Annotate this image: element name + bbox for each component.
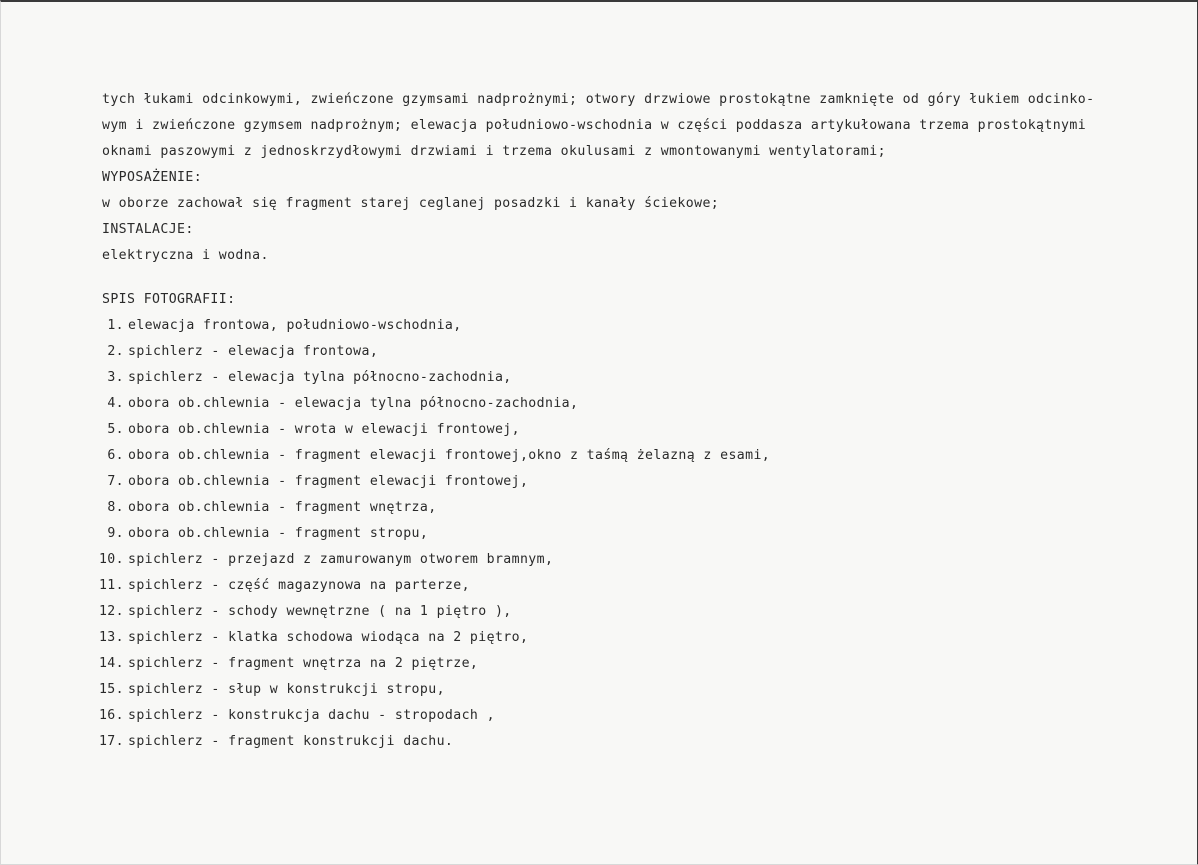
list-item bbox=[86, 318, 462, 334]
body-line-3: oknami paszowymi z jednoskrzydłowymi drzwiami i trzema okulusami z wmontowanymi wentylatorami; bbox=[102, 144, 886, 159]
list-item-number: 3. bbox=[107, 370, 124, 385]
list-item bbox=[86, 370, 512, 386]
body-line-1: tych łukami odcinkowymi, zwieńczone gzymsami nadprożnymi; otwory drzwiowe prostokątne zamknięte od góry łukiem odcinko- bbox=[102, 92, 1095, 107]
list-item-text: obora ob.chlewnia - fragment stropu, bbox=[128, 526, 429, 541]
body-line-2: wym i zwieńczone gzymsem nadprożnym; elewacja południowo-wschodnia w części poddasza artykułowana trzema prostokątnymi bbox=[102, 118, 1087, 133]
list-item bbox=[86, 500, 437, 516]
list-item bbox=[86, 682, 445, 698]
list-item-text: spichlerz - klatka schodowa wiodąca na 2 piętro, bbox=[128, 630, 529, 645]
list-item-text: obora ob.chlewnia - fragment elewacji frontowej, bbox=[128, 474, 529, 489]
list-item-text: spichlerz - przejazd z zamurowanym otworem bramnym, bbox=[128, 552, 554, 567]
list-item-number: 8. bbox=[107, 500, 124, 515]
list-item-number: 9. bbox=[107, 526, 124, 541]
list-item bbox=[86, 630, 528, 646]
list-item-number: 11. bbox=[98, 578, 124, 593]
list-item-text: spichlerz - elewacja tylna północno-zachodnia, bbox=[128, 370, 512, 385]
list-item-text: spichlerz - konstrukcja dachu - stropodach , bbox=[128, 708, 495, 723]
section-heading-wyposazenie: WYPOSAŻENIE: bbox=[102, 170, 203, 185]
list-item-number: 4. bbox=[107, 396, 124, 411]
list-item-text: spichlerz - elewacja frontowa, bbox=[128, 344, 379, 359]
list-item-text: obora ob.chlewnia - fragment elewacji frontowej,okno z taśmą żelazną z esami, bbox=[128, 448, 771, 463]
list-item bbox=[86, 552, 553, 568]
list-item-text: spichlerz - fragment wnętrza na 2 piętrze, bbox=[128, 656, 479, 671]
list-item bbox=[86, 604, 512, 620]
list-item-text: elewacja frontowa, południowo-wschodnia, bbox=[128, 318, 462, 333]
body-line-instalacje: elektryczna i wodna. bbox=[102, 248, 269, 263]
list-item-number: 5. bbox=[107, 422, 124, 437]
section-heading-instalacje: INSTALACJE: bbox=[102, 222, 194, 237]
list-item-number: 14. bbox=[98, 656, 124, 671]
list-item-text: spichlerz - część magazynowa na parterze, bbox=[128, 578, 470, 593]
list-item bbox=[86, 708, 495, 724]
list-item bbox=[86, 344, 378, 360]
list-item bbox=[86, 734, 453, 750]
list-item-number: 10. bbox=[98, 552, 124, 567]
list-item bbox=[86, 526, 428, 542]
list-item-number: 1. bbox=[107, 318, 124, 333]
list-item-number: 7. bbox=[107, 474, 124, 489]
list-item bbox=[86, 396, 578, 412]
list-item-text: spichlerz - schody wewnętrzne ( na 1 piętro ), bbox=[128, 604, 512, 619]
list-item-number: 16. bbox=[98, 708, 124, 723]
list-item-text: spichlerz - fragment konstrukcji dachu. bbox=[128, 734, 454, 749]
list-item bbox=[86, 474, 528, 490]
body-line-wyposazenie: w oborze zachował się fragment starej ceglanej posadzki i kanały ściekowe; bbox=[102, 196, 720, 211]
list-item-number: 17. bbox=[98, 734, 124, 749]
list-item-text: obora ob.chlewnia - wrota w elewacji frontowej, bbox=[128, 422, 520, 437]
list-item-number: 15. bbox=[98, 682, 124, 697]
list-item bbox=[86, 448, 770, 464]
list-item-number: 2. bbox=[107, 344, 124, 359]
list-item-text: obora ob.chlewnia - elewacja tylna północno-zachodnia, bbox=[128, 396, 579, 411]
list-item-number: 6. bbox=[107, 448, 124, 463]
list-item-number: 12. bbox=[98, 604, 124, 619]
list-item bbox=[86, 656, 478, 672]
list-item-text: spichlerz - słup w konstrukcji stropu, bbox=[128, 682, 445, 697]
list-item-number: 13. bbox=[98, 630, 124, 645]
photo-list-title: SPIS FOTOGRAFII: bbox=[102, 292, 236, 307]
list-item-text: obora ob.chlewnia - fragment wnętrza, bbox=[128, 500, 437, 515]
list-item bbox=[86, 578, 470, 594]
list-item bbox=[86, 422, 520, 438]
